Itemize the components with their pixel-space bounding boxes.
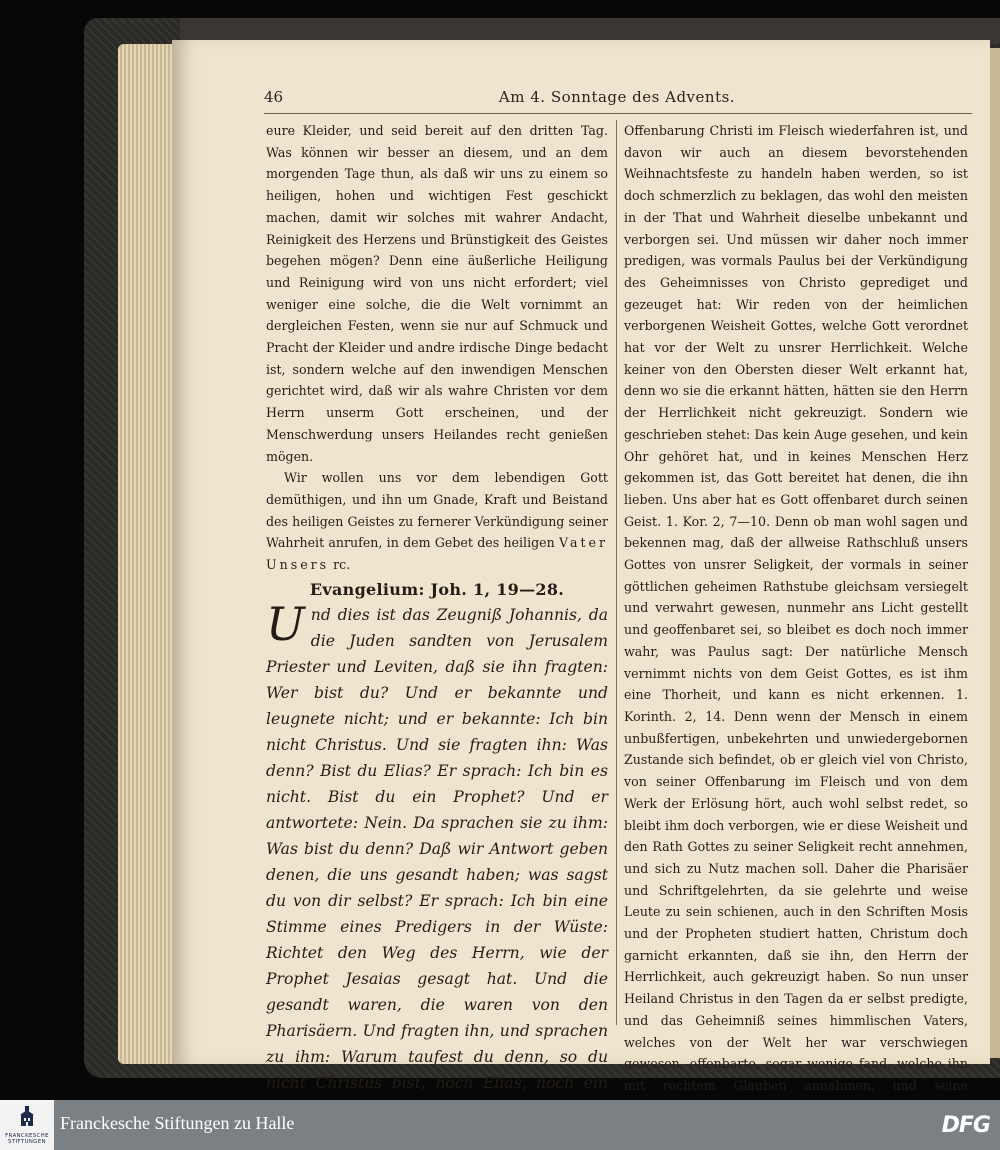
header-rule: [264, 113, 972, 114]
left-paragraph-2: [266, 467, 608, 576]
right-column-text: Offenbarung Christi im Fleisch wiederfahren ist, und davon wir auch an diesem bevorstehenden Weihnachtsfeste zu handeln haben werden, so ist doch schmerzlich zu beklagen, das wohl den meisten in der That und Wahrheit dieselbe unbekannt und verborgen sei. Und müssen wir daher noch immer predigen, was vormals Paulus bei der Verkündigung des Geheimnisses von Christo geprediget und gezeuget hat: Wir reden von der heimlichen verborgenen Weisheit Gottes, welche Gott verordnet hat vor der Welt zu unsrer Herrlichkeit. Welche keiner von den Obersten dieser Welt erkannt hat, denn wo sie die erkannt hätten, hätten sie den Herrn der Herrlichkeit nicht gekreuzigt. Sondern wie geschrieben stehet: Das kein Auge gesehen, und kein Ohr gehöret hat, und in keines Menschen Herz gekommen ist, das Gott bereitet hat denen, die ihn lieben. Uns aber hat es Gott offenbaret durch seinen Geist. 1. Kor. 2, 7—10. Denn ob man wohl sagen und bekennen mag, daß der allweise Rathschluß unsers Gottes von unsrer Seligkeit, der vormals in seiner göttlichen geheimen Rathstube gleichsam versiegelt und verwahrt gewesen, nunmehr ans Licht gestellt und geoffenbaret sei, so bleibet es doch noch immer wahr, was Paulus sagt: Der natürliche Mensch vernimmt nichts von dem Geist Gottes, es ist ihm eine Thorheit, und kann es nicht erkennen. 1. Korinth. 2, 14. Denn wenn der Mensch in einem unbußfertigen, unbekehrten und unwiedergebornen Zustande sich befindet, ob er gleich viel von Christo, von seiner Offenbarung im Fleisch und von dem Werk der Erlösung hört, auch wohl selbst redet, so bleibt ihm doch verborgen, wie er diese Weisheit und den Rath Gottes zu seiner Seligkeit recht annehmen, und sich zu Nutz machen soll. Daher die Pharisäer und Schriftgelehrten, da sie gelehrte und weise Leute zu sein schienen, auch in den Schriften Mosis und der Propheten studiert hatten, Christum doch garnicht erkannten, daß sie ihn, den Herrn der Herrlichkeit, auch gekreuzigt haben. So nun unser Heiland Christus in den Tagen da er selbst predigte, und das Geheimniß seines himmlischen Vaters, welches von der Welt her war verschwiegen gewesen, offenbarte, sogar wenige fand, welche ihn mit rechtem Glauben annahmen, und seine: [624, 123, 968, 1093]
logo-text: [2, 1133, 52, 1145]
left-paragraph-2-text: Wir wollen uns vor dem lebendigen Gott demüthigen, und ihn um Gnade, Kraft und Beistand des heiligen Geistes zu fernerer Verkündigung seiner Wahrheit anrufen, in dem Gebet des heiligen: [266, 470, 608, 551]
institution-logo[interactable]: [0, 1100, 54, 1150]
franckesche-stiftungen-logo-icon: [18, 1106, 36, 1128]
column-divider: [616, 120, 617, 1025]
page-number: 46: [264, 88, 284, 106]
gospel-dropcap: U: [266, 596, 305, 651]
running-head-title: Am 4. Sonntage des Advents.: [498, 88, 736, 106]
logo-text-line-1: FRANCKESCHE: [5, 1133, 49, 1139]
logo-text-line-2: STIFTUNGEN: [8, 1139, 46, 1145]
viewer-footer: [0, 1100, 1000, 1150]
gospel-text-block: [266, 596, 608, 1100]
running-head: [264, 88, 970, 110]
left-paragraph-2-end: rc.: [333, 557, 351, 573]
gospel-text: nd dies ist das Zeugniß Johannis, da die Juden sandten von Jerusalem Priester und Leviten, daß sie ihn fragten: Wer bist du? Und er bekannte und leugnete nicht; und er bekannte: Ich bin nicht Christus. Und sie fragten ihn: Was denn? Bist du Elias? Er sprach: Ich bin es nicht. Bist du ein Prophet? Und er antwortete: Nein. Da sprachen sie zu ihm: Was bist du denn? Daß wir Antwort geben denen, die uns gesandt haben; was sagst du von dir selbst? Er sprach: Ich bin eine Stimme eines Predigers in der Wüste: Richtet den Weg des Herrn, wie der Prophet Jesaias gesagt hat. Und die gesandt waren, die waren von den Pharisäern. Und fragten ihn, und sprachen zu ihm: Warum taufest du denn, so du nicht Christus bist, noch Elias, noch ein: [266, 605, 608, 1092]
left-paragraph-1: eure Kleider, und seid bereit auf den dritten Tag. Was können wir besser an diesem, und an dem morgenden Tage thun, als daß wir uns zu einem so heiligen, hohen und wichtigen Fest geschickt machen, damit wir solches mit wahrer Andacht, Reinigkeit des Herzens und Brünstigkeit des Geistes begehen mögen? Denn eine äußerliche Heiligung und Reinigung wird von uns nicht erfordert; viel weniger eine solche, die die Welt vornimmt an dergleichen Festen, wenn sie nur auf Schmuck und Pracht der Kleider und andre irdische Dinge bedacht ist, sondern welche auf den inwendigen Menschen gerichtet wird, daß wir als wahre Christen vor dem Herrn unserm Gott erscheinen, und der Menschwerdung unsers Heilandes recht genießen mögen.: [266, 123, 608, 464]
dfg-logo[interactable]: DFG: [941, 1113, 990, 1138]
right-column: [624, 120, 968, 1100]
left-column: [266, 120, 608, 1100]
institution-name: Franckesche Stiftungen zu Halle: [60, 1113, 295, 1133]
book-page: [172, 40, 990, 1093]
gospel-heading: Evangelium: Joh. 1, 19—28.: [309, 579, 565, 599]
page-edges: [118, 44, 176, 1064]
vater-unsers-spaced: Vater Unsers: [266, 535, 608, 573]
